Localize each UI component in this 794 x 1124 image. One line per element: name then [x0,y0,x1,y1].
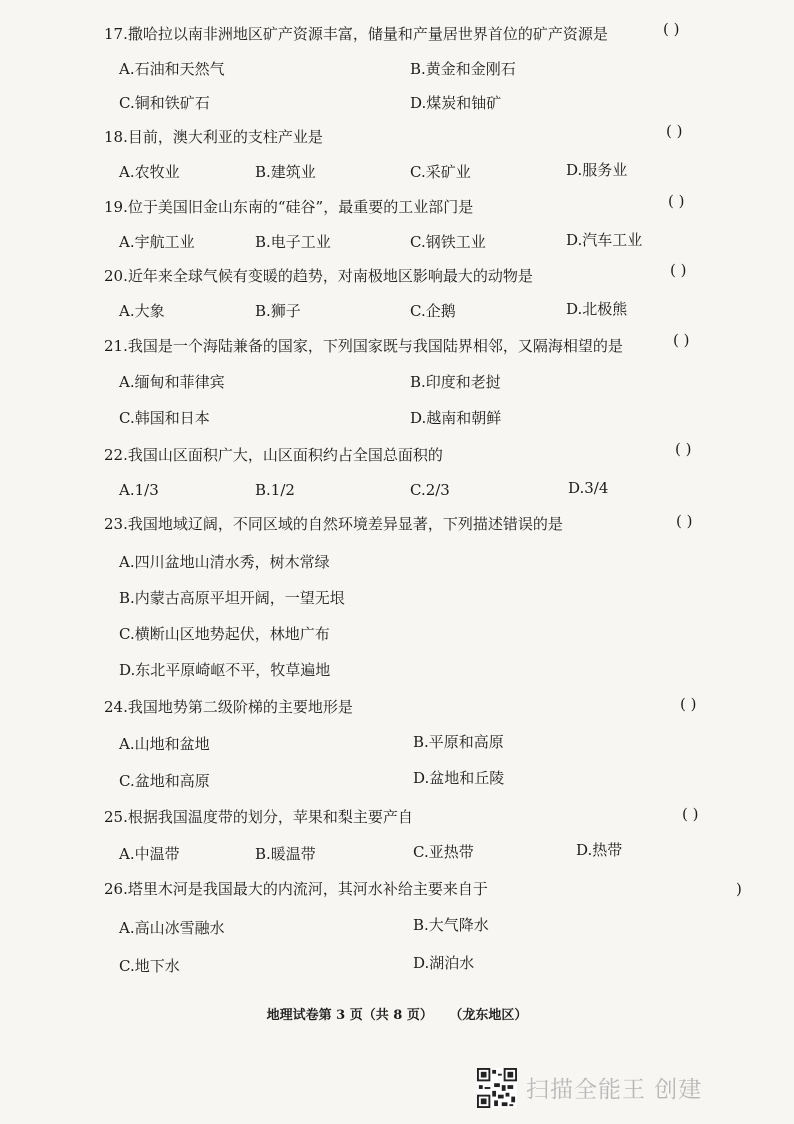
question-23-option-b: B.内蒙古高原平坦开阔，一望无垠 [119,589,345,607]
question-23-option-a: A.四川盆地山清水秀，树木常绿 [119,553,330,571]
question-17-stem: 17.撒哈拉以南非洲地区矿产资源丰富，储量和产量居世界首位的矿产资源是 [104,25,608,43]
question-25-option-d: D.热带 [576,841,623,859]
question-20-option-b: B.狮子 [255,302,301,320]
question-18-option-d: D.服务业 [566,161,628,179]
question-24-answer-paren: ( ) [680,695,697,713]
question-21-answer-paren: ( ) [673,331,690,349]
question-26-option-c: C.地下水 [119,957,180,975]
question-23-stem: 23.我国地域辽阔，不同区域的自然环境差异显著，下列描述错误的是 [104,515,563,533]
question-25-answer-paren: ( ) [682,805,699,823]
question-25-option-a: A.中温带 [119,845,180,863]
question-21-option-c: C.韩国和日本 [119,409,210,427]
question-18-answer-paren: ( ) [666,122,683,140]
question-19-answer-paren: ( ) [668,192,685,210]
question-26-option-a: A.高山冰雪融水 [119,919,225,937]
question-19-stem: 19.位于美国旧金山东南的“硅谷”，最重要的工业部门是 [104,198,474,216]
question-22-option-b: B.1/2 [255,481,295,499]
question-23-option-c: C.横断山区地势起伏，林地广布 [119,625,330,643]
question-21-option-b: B.印度和老挝 [410,373,501,391]
question-21-option-d: D.越南和朝鲜 [410,409,502,427]
question-17-option-c: C.铜和铁矿石 [119,94,210,112]
question-20-option-c: C.企鹅 [410,302,456,320]
question-24-option-c: C.盆地和高原 [119,772,210,790]
question-18-option-a: A.农牧业 [119,163,180,181]
question-18-stem: 18.目前，澳大利亚的支柱产业是 [104,128,323,146]
page-footer [0,1004,794,1023]
question-26-stem: 26.塔里木河是我国最大的内流河，其河水补给主要来自于 [104,880,488,898]
question-20-option-a: A.大象 [119,302,165,320]
scanner-watermark: 扫描全能王 创建 [526,1077,703,1103]
question-26-option-d: D.湖泊水 [413,954,475,972]
question-24-option-b: B.平原和高原 [413,733,504,751]
question-20-answer-paren: ( ) [670,261,687,279]
question-17-option-d: D.煤炭和铀矿 [410,94,502,112]
question-25-option-b: B.暖温带 [255,845,316,863]
question-26-option-b: B.大气降水 [413,916,489,934]
question-22-option-d: D.3/4 [568,479,609,497]
question-21-stem: 21.我国是一个海陆兼备的国家，下列国家既与我国陆界相邻，又隔海相望的是 [104,337,623,355]
question-24-option-a: A.山地和盆地 [119,735,210,753]
qr-code-icon [477,1068,517,1108]
question-17-option-b: B.黄金和金刚石 [410,60,516,78]
question-22-option-a: A.1/3 [119,481,159,499]
question-22-answer-paren: ( ) [675,440,692,458]
question-17-option-a: A.石油和天然气 [119,60,225,78]
question-22-stem: 22.我国山区面积广大，山区面积约占全国总面积的 [104,446,443,464]
question-22-option-c: C.2/3 [410,481,450,499]
question-23-answer-paren: ( ) [676,512,693,530]
question-20-option-d: D.北极熊 [566,300,628,318]
question-26-answer-paren: ) [736,880,742,898]
question-18-option-c: C.采矿业 [410,163,471,181]
question-24-stem: 24.我国地势第二级阶梯的主要地形是 [104,698,353,716]
question-19-option-c: C.钢铁工业 [410,233,486,251]
question-19-option-b: B.电子工业 [255,233,331,251]
footer-page-label: 地理试卷第 3 页（共 8 页） [266,1008,433,1023]
question-25-option-c: C.亚热带 [413,843,474,861]
question-24-option-d: D.盆地和丘陵 [413,769,505,787]
question-21-option-a: A.缅甸和菲律宾 [119,373,225,391]
question-23-option-d: D.东北平原崎岖不平，牧草遍地 [119,661,331,679]
question-19-option-d: D.汽车工业 [566,231,643,249]
question-25-stem: 25.根据我国温度带的划分，苹果和梨主要产自 [104,808,413,826]
question-20-stem: 20.近年来全球气候有变暖的趋势，对南极地区影响最大的动物是 [104,267,533,285]
question-18-option-b: B.建筑业 [255,163,316,181]
question-19-option-a: A.宇航工业 [119,233,195,251]
question-17-answer-paren: ( ) [663,20,680,38]
footer-region: （龙东地区） [449,1008,528,1023]
